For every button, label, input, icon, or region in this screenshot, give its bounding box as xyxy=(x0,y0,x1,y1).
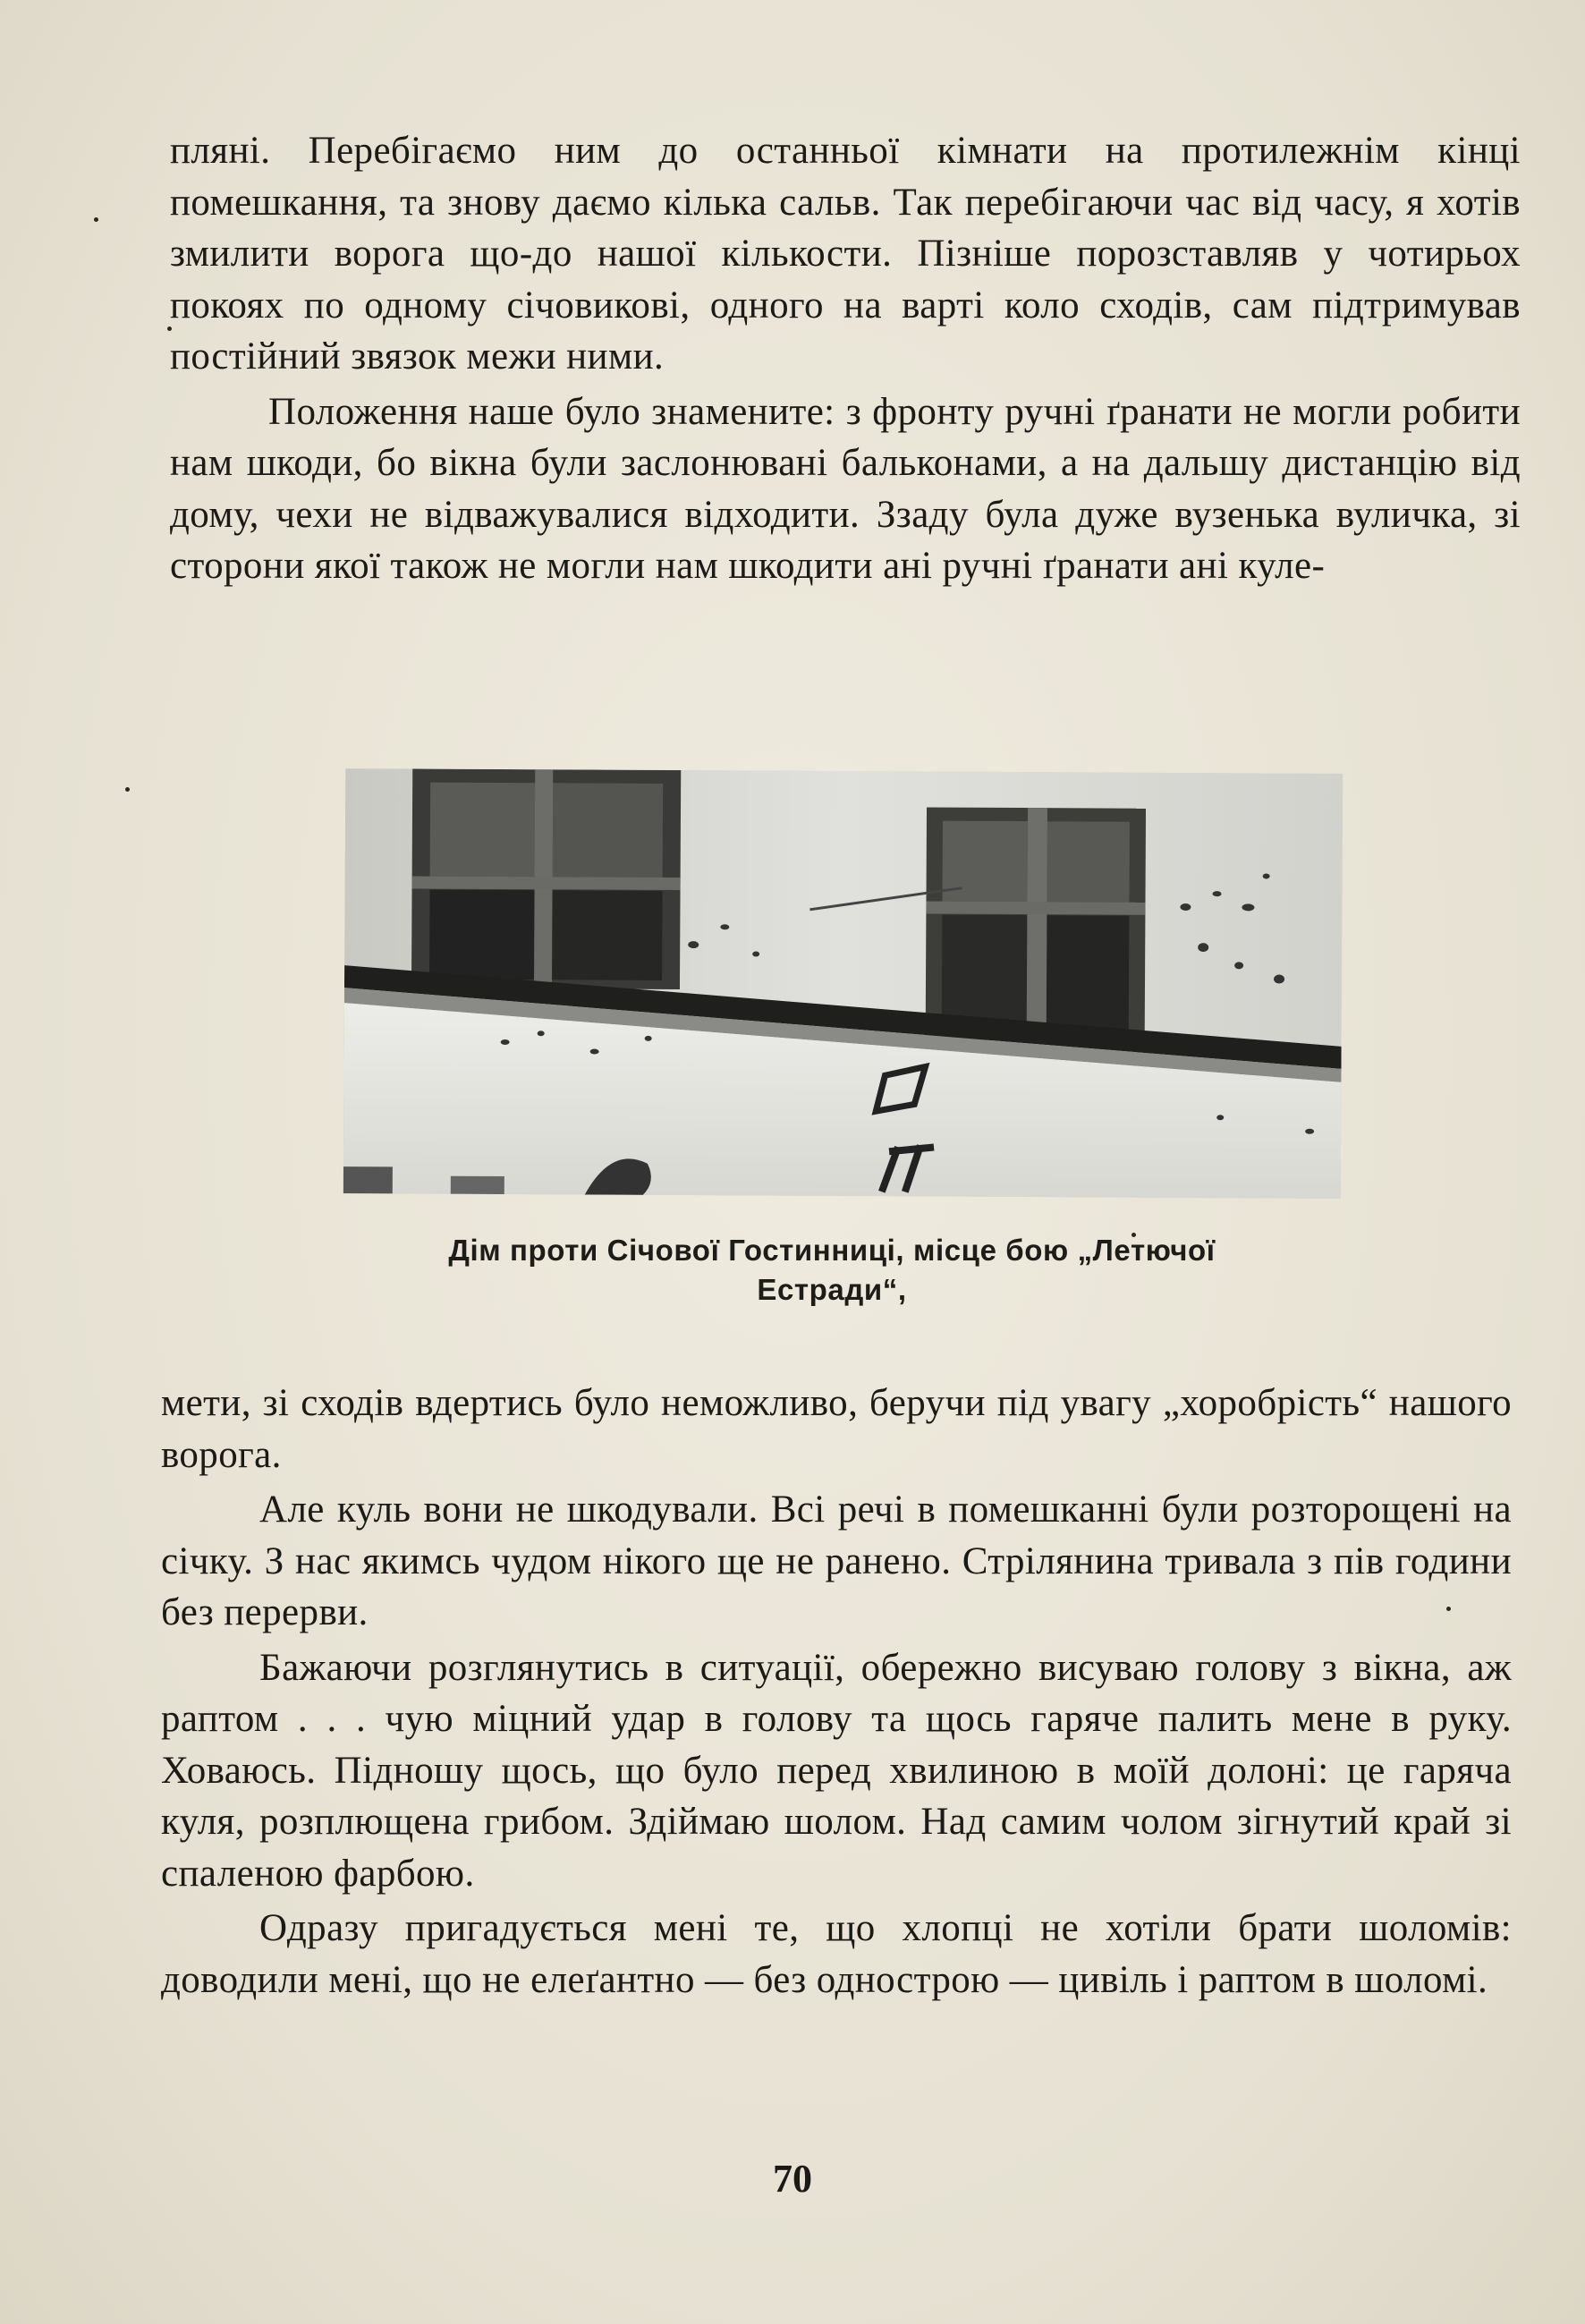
paragraph: Положення наше було знамените: з фронту ручні ґранати не могли робити нам шкоди, бо вікна були заслонювані бальконами, а на дальшу дистанцію від дому, чехи не відважувалися відходити. Ззаду була дуже вузенька вуличка, зі сторони якої також не могли нам шкодити ані ручні ґранати ані куле- xyxy=(170,390,1521,587)
building-photo xyxy=(343,768,1343,1199)
building-photo-drawing xyxy=(343,768,1343,1199)
bottom-text-block xyxy=(161,1378,1512,2006)
paragraph: Бажаючи розглянутись в ситуації, обережно висуваю голову з вікна, аж раптом . . . чую міцний удар в голову та щось гаряче палить мене в руку. Ховаюсь. Підношу щось, що було перед хвилиною в моїй долоні: це гаряча куля, розплющена грибом. Здіймаю шолом. Над самим чолом зігнутий край зі спаленою фарбою. xyxy=(161,1646,1512,1895)
page-number: 70 xyxy=(773,2157,812,2201)
speck-3 xyxy=(125,787,130,792)
paragraph-continuation: пляні. Перебігаємо ним до останньої кімнати на протилежнім кінці помешкання, та знову даємо кілька сальв. Так перебігаючи час від часу, я хотів змилити ворога що-до нашої кількости. Пізніше порозставляв у чотирьох покоях по одному січовикові, одного на варті коло сходів, сам підтримував постійний звязок межи ними. xyxy=(170,130,1521,377)
caption-line-2: Естради“, xyxy=(757,1273,907,1306)
paragraph-continuation: мети, зі сходів вдертись було неможливо, беручи під увагу „хоробрість“ нашого ворога. xyxy=(161,1382,1512,1476)
top-text-block xyxy=(170,125,1521,592)
caption-line-1: Дім проти Січової Гостинниці, місце бою „Летючої xyxy=(448,1234,1216,1267)
paragraph: Одразу пригадується мені те, що хлопці не хотіли брати шоломів: доводили мені, що не елеґантно — без однострою — цивіль і раптом в шоломі. xyxy=(161,1907,1512,2001)
paragraph: Але куль вони не шкодували. Всі речі в помешканні були розторощені на січку. З нас якимсь чудом нікого ще не ранено. Стрілянина тривала з пів години без перерви. xyxy=(161,1489,1512,1633)
speck-1 xyxy=(94,217,98,222)
figure-caption xyxy=(295,1231,1369,1310)
